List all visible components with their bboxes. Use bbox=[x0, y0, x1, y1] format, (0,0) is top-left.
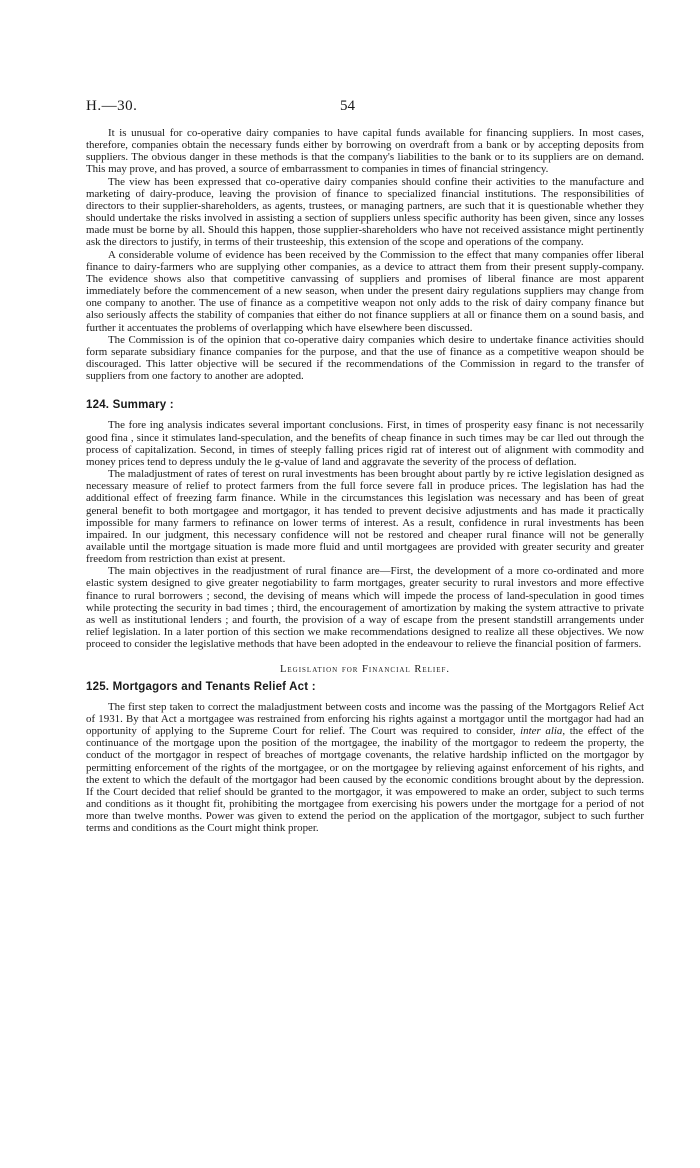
paragraph: The Commission is of the opinion that co-operative dairy companies which desire to undertake finance activities should form separate subsidiary finance companies for the purpose, and that the use of finance as a competitive weapon should be discouraged. This latter objective will be secured if the recommendations of the Commission in regard to the transfer of suppliers from one factory to another are adopted. bbox=[86, 333, 644, 383]
report-reference: H.—30. bbox=[86, 98, 138, 114]
paragraph: The main objectives in the readjustment of rural finance are—First, the development of a more co-ordinated and more elastic system designed to give greater negotiability to farm mortgages, greater security to rural investors and more effective finance to rural borrowers ; second, the devising of means which will impede the process of land-speculation in good times while protecting the security in bad times ; third, the encouragement of amortization by making the system attractive to private as well as institutional lenders ; and fourth, the provision of a way of escape from the present standstill arrangements under relief legislation. In a later portion of this section we make recommendations designed to realize all these objectives. We now proceed to consider the legislative methods that have been adopted in the endeavour to relieve the financial position of farmers. bbox=[86, 565, 644, 651]
page-number: 54 bbox=[340, 98, 355, 114]
paragraph: A considerable volume of evidence has been received by the Commission to the effect that many companies offer liberal finance to dairy-farmers who are supplying other companies, as a device to attract them from their present supply-company. The evidence shows also that competitive canvassing of suppliers and promises of liberal finance are most apparent immediately before the commencement of a new season, when under the present dairy regulations suppliers may change from one company to another. The use of finance as a competitive weapon not only adds to the risk of dairy company finance but also seriously affects the stability of companies that either do not finance suppliers at all or finance them on a sound basis, and further it accentuates the problems of overlapping which have elsewhere been discussed. bbox=[86, 248, 644, 334]
section-heading-summary: 124. Summary : bbox=[86, 399, 174, 412]
paragraph: The fore ing analysis indicates several important conclusions. First, in times of prosperity easy financ is not necessarily good fina , since it stimulates land-speculation, and the benefits of cheap finance in such times may be car lled out through the process of capitalization. Second, in times of steeply falling prices rigid rat of interest out of alignment with commodity and money prices tend to depress unduly the le g-value of land and aggravate the severity of the process of deflation. bbox=[86, 419, 644, 468]
subheading-legislation: Legislation for Financial Relief. bbox=[279, 664, 451, 676]
text-run: The first step taken to correct the maladjustment between costs and income was the passing of the Mortgagors Relief Act of 1931. By that Act a mortgagee was restrained from enforcing his rights against a mortgagor until the mortgagor had had an opportunity of applying to the Supreme Court for relief. The Court was required to consider, bbox=[86, 700, 644, 738]
italic-phrase: inter alia bbox=[520, 725, 563, 738]
paragraph bbox=[86, 701, 644, 835]
section-heading-relief-act: 125. Mortgagors and Tenants Relief Act : bbox=[86, 680, 316, 693]
paragraph: It is unusual for co-operative dairy companies to have capital funds available for financing suppliers. In most cases, therefore, companies obtain the necessary funds either by borrowing on overdraft from a bank or by accepting deposits from suppliers. The obvious danger in these methods is that the company's liabilities to the bank or to its suppliers are on demand. This may prove, and has proved, a source of embarrassment to companies in times of financial stringency. bbox=[86, 127, 644, 176]
document-body bbox=[86, 127, 644, 834]
paragraph: The view has been expressed that co-operative dairy companies should confine their activities to the manufacture and marketing of dairy-produce, leaving the provision of finance to specialized financial institutions. The responsibilities of directors to their supplier-shareholders, as agents, trustees, or managing partners, are such that it is questionable whether they should undertake the risks involved in assisting a section of suppliers unless specific authority has been given, since any losses made must be borne by all. Should this happen, those supplier-shareholders who have not received assistance might pertinently ask the directors to justify, in terms of their trusteeship, this extension of the scope and operations of the company. bbox=[86, 175, 644, 249]
paragraph: The maladjustment of rates of terest on rural investments has been brought about partly by re ictive legislation designed as necessary measure of relief to protect farmers from the full force severe fall in produce prices. The legislation has had the additional effect of freezing farm finance. While in the circumstances this legislation was necessary and has been of great general benefit to both mortgagee and mortgagor, it has tended to prevent decisive adjustments and has made it practically impossible for many farmers to refinance on lower terms of interest. As a result, confidence in rural investments has been impaired. In our judgment, this necessary confidence will not be restored and cheaper rural finance will not be generally available until the mortgage situation is made more fluid and until mortgagees are provided with greater security and greater freedom from restriction than exist at present. bbox=[86, 468, 644, 566]
page-header bbox=[86, 98, 644, 120]
text-run: , the effect of the continuance of the mortgage upon the position of the mortgagee, the inability of the mortgagor to redeem the property, the conduct of the mortgagor in respect of breaches of mortgage covenants, the relative hardship inflicted on the mortgagor by permitting enforcement of the rights of the mortgagee, or on the mortgagee by relieving against enforcement of his rights, and the extent to which the default of the mortgagor had been caused by the economic conditions brought about by the depression. If the Court decided that relief should be granted to the mortgagor, it was empowered to make an order, subject to such terms and conditions as it thought fit, prohibiting the mortgagee from exercising his powers under the mortgage for a period of not more than twelve months. Power was given to extend the period on the application of the mortgagor, subject to such further terms and conditions as the Court might think proper. bbox=[86, 725, 644, 835]
